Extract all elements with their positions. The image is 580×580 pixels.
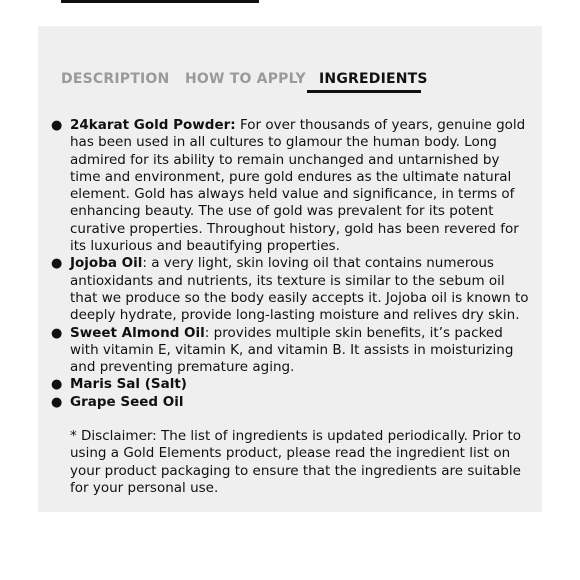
ingredient-name: Jojoba Oil (70, 255, 143, 272)
ingredient-description: : provides multiple skin benefits, it’s packed with vitamin E, vitamin K, and vitamin B. It assists in moisturizing and preventing premature aging. (70, 324, 514, 376)
tab-bar (61, 70, 542, 96)
ingredient-name: Grape Seed Oil (70, 393, 184, 410)
top-divider-bar (61, 0, 259, 3)
bullet-icon: ● (51, 377, 63, 393)
ingredient-description: For over thousands of years, genuine gold has been used in all cultures to glamour the human body. Long admired for its ability to remain unchanged and untarnished by time and environment, pure gold endures as the ultimate natural element. Gold has always held value and significance, in terms of enhancing beauty. The use of gold was prevalent for its potent curative properties. Throughout history, gold has been revered for its luxurious and beautifying properties. (70, 117, 526, 255)
tab-ingredients[interactable]: INGREDIENTS (319, 71, 428, 87)
ingredient-name: 24karat Gold Powder: (70, 117, 236, 133)
bullet-icon: ● (51, 118, 63, 133)
list-item (51, 255, 532, 324)
bullet-icon: ● (51, 325, 63, 341)
list-item (51, 393, 532, 411)
active-tab-indicator (307, 90, 421, 93)
list-item (51, 117, 532, 255)
ingredient-name: Maris Sal (Salt) (70, 376, 187, 393)
ingredient-name: Sweet Almond Oil (70, 324, 205, 341)
list-item (51, 376, 532, 393)
disclaimer-text: * Disclaimer: The list of ingredients is updated periodically. Prior to using a Gold Elements product, please read the ingredient list on your product packaging to ensure that the ingredients are suitable for your personal use. (70, 428, 522, 496)
product-info-panel (38, 26, 542, 512)
ingredients-content (50, 117, 532, 497)
ingredients-list (50, 117, 532, 411)
bullet-icon: ● (51, 256, 63, 272)
list-item (51, 324, 532, 377)
bullet-icon: ● (51, 394, 63, 410)
ingredient-description: : a very light, skin loving oil that contains numerous antioxidants and nutrients, its texture is similar to the sebum oil that we produce so the body easily accepts it. Jojoba oil is known to deeply hydrate, provide long-lasting moisture and relives dry skin. (70, 255, 529, 324)
tab-description[interactable]: DESCRIPTION (61, 71, 170, 87)
tab-how-to-apply[interactable]: HOW TO APPLY (185, 71, 306, 87)
